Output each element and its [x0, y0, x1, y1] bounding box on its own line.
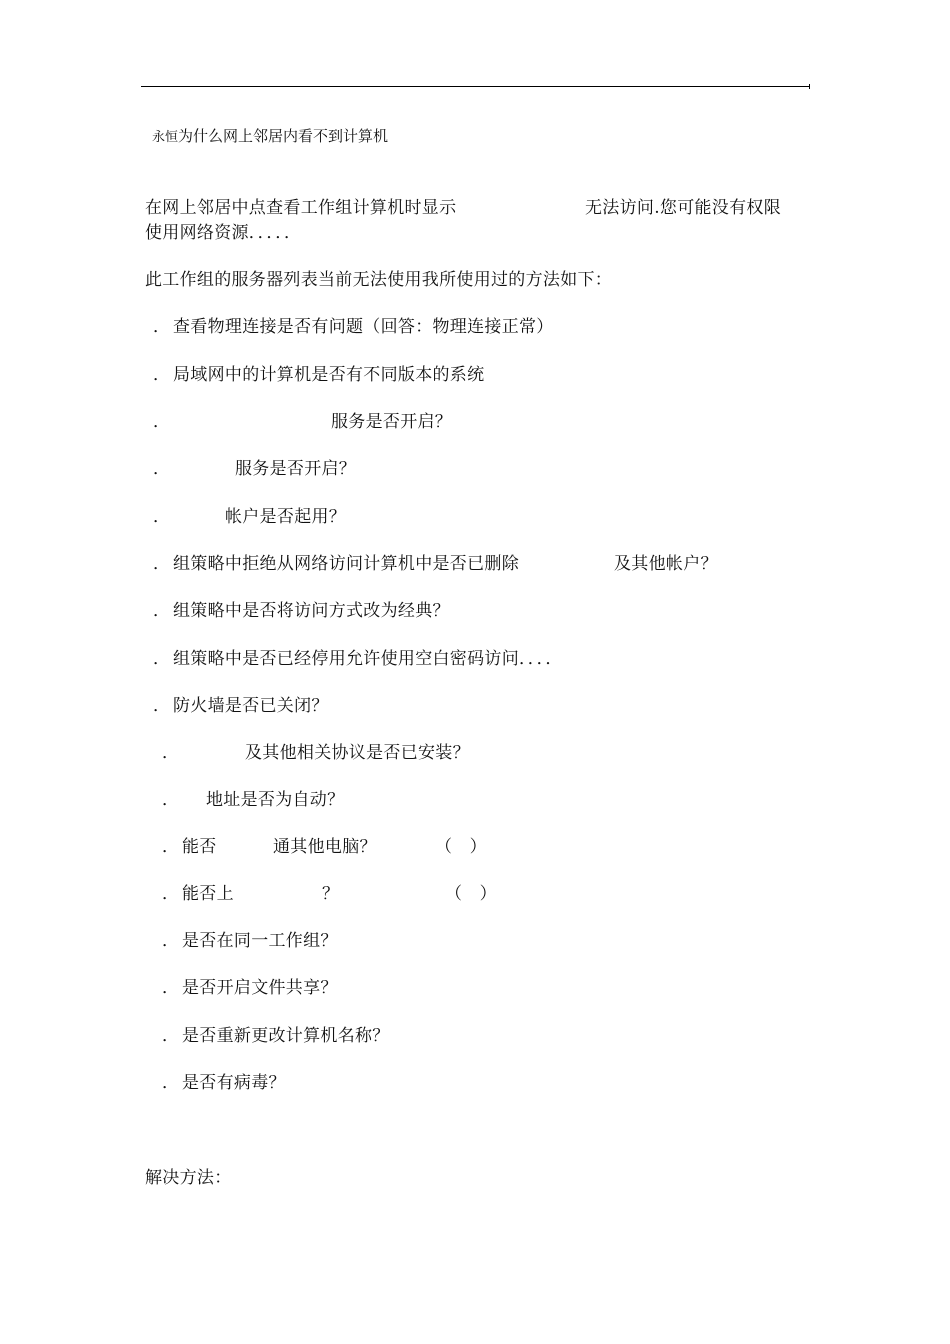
header-rule: [141, 86, 809, 87]
intro-line-1-right: 无法访问.您可能没有权限: [585, 198, 782, 218]
item-dot: ．: [153, 365, 171, 385]
item-text: 帐户是否起用？: [225, 507, 347, 527]
item-text: 组策略中是否已经停用允许使用空白密码访问．．．．: [173, 649, 563, 669]
item-text: 查看物理连接是否有问题（回答：物理连接正常）: [173, 317, 554, 337]
item-dot: ．: [162, 884, 180, 904]
item-text-middle: ？: [322, 884, 340, 904]
item-dot: ．: [162, 978, 180, 998]
item-dot: ．: [162, 743, 180, 763]
item-parentheses: （ ）: [445, 884, 497, 904]
item-text: 是否重新更改计算机名称？: [182, 1026, 390, 1046]
item-text-middle: 通其他电脑？: [273, 837, 377, 857]
item-text: 能否: [182, 837, 217, 857]
item-text: 能否上: [182, 884, 234, 904]
item-text: 是否开启文件共享？: [182, 978, 338, 998]
solution-heading: 解决方法：: [145, 1168, 232, 1188]
item-text-suffix: 及其他帐户？: [614, 554, 718, 574]
document-title: [152, 126, 388, 148]
intro-line-3: 此工作组的服务器列表当前无法使用我所使用过的方法如下：: [145, 270, 613, 290]
item-dot: ．: [153, 649, 171, 669]
item-dot: ．: [153, 507, 171, 527]
item-text: 组策略中是否将访问方式改为经典？: [173, 601, 450, 621]
item-dot: ．: [153, 696, 171, 716]
item-text: 及其他相关协议是否已安装？: [245, 743, 470, 763]
item-dot: ．: [153, 317, 171, 337]
item-text: 局域网中的计算机是否有不同版本的系统: [173, 365, 485, 385]
item-text: 组策略中拒绝从网络访问计算机中是否已删除: [173, 554, 519, 574]
header-rule-tick: [809, 84, 810, 89]
item-dot: ．: [162, 1073, 180, 1093]
title-text: 为什么网上邻居内看不到计算机: [178, 127, 389, 145]
item-text: 是否在同一工作组？: [182, 931, 338, 951]
item-dot: ．: [153, 554, 171, 574]
intro-line-1-left: 在网上邻居中点查看工作组计算机时显示: [145, 198, 457, 218]
item-dot: ．: [153, 412, 171, 432]
item-dot: ．: [153, 459, 171, 479]
item-parentheses: （ ）: [435, 837, 487, 857]
item-dot: ．: [162, 790, 180, 810]
intro-line-1: [145, 196, 456, 220]
item-text: 地址是否为自动？: [206, 790, 345, 810]
item-text: 服务是否开启？: [235, 459, 357, 479]
title-brand: 永恒: [152, 130, 179, 145]
item-text: 是否有病毒？: [182, 1073, 286, 1093]
item-text: 防火墙是否已关闭？: [173, 696, 329, 716]
item-dot: ．: [162, 837, 180, 857]
item-dot: ．: [162, 931, 180, 951]
intro-line-2: 使用网络资源．．．．．: [145, 223, 302, 243]
item-dot: ．: [162, 1026, 180, 1046]
item-text: 服务是否开启？: [331, 412, 453, 432]
item-dot: ．: [153, 601, 171, 621]
